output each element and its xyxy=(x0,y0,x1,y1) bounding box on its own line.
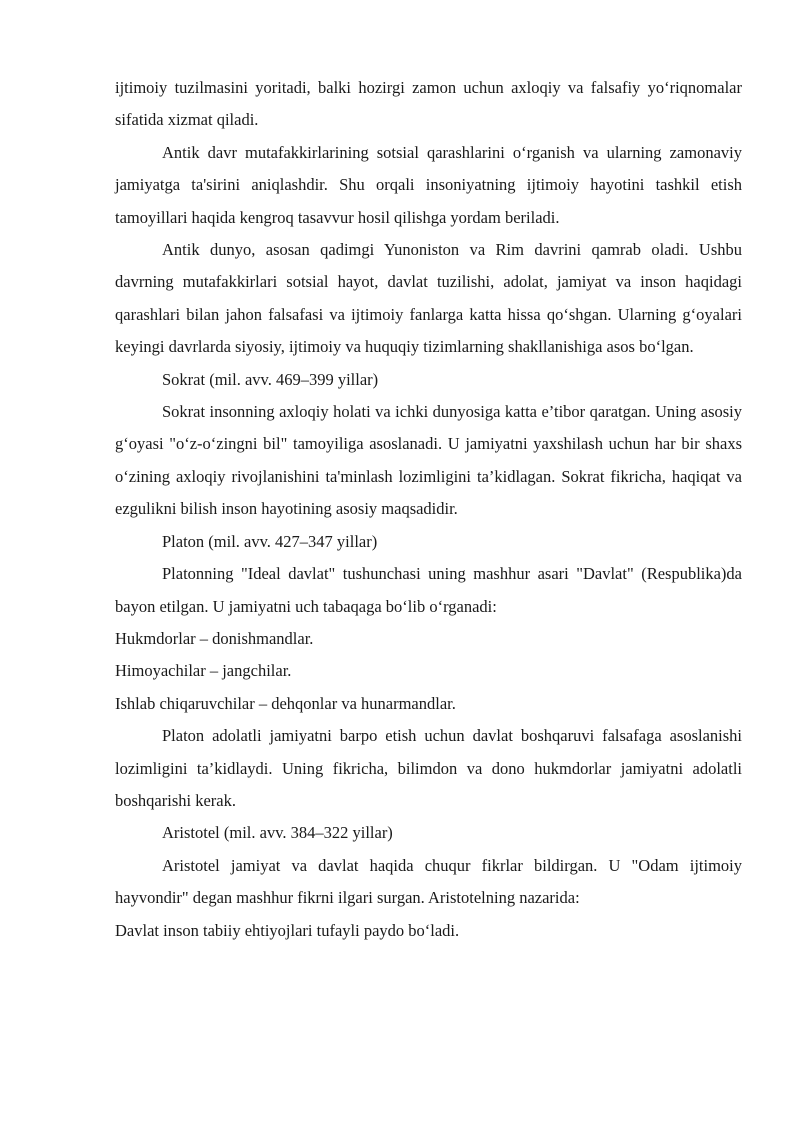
paragraph-sokrat: Sokrat insonning axloqiy holati va ichki dunyosiga katta e’tibor qaratgan. Uning asosiy g‘oyasi "o‘z-o‘zingni bil" tamoyiliga asoslanadi. U jamiyatni yaxshilash uchun har bir shaxs o‘zining axloqiy rivojlanishini ta'minlash lozimligini ta’kidlagan. Sokrat fikricha, haqiqat va ezgulikni bilish inson hayotining asosiy maqsadidir. xyxy=(115,402,742,519)
heading-sokrat: Sokrat (mil. avv. 469–399 yillar) xyxy=(162,369,379,389)
paragraph-research-aim: Antik davr mutafakkirlarining sotsial qarashlarini o‘rganish va ularning zamonaviy jamiyatga ta'sirini aniqlashdir. Shu orqali insoniyatning ijtimoiy hayotini tashkil etish tamoyillari haqida kengroq tasavvur hosil qilishga yordam beriladi. xyxy=(115,142,742,227)
heading-aristotel: Aristotel (mil. avv. 384–322 yillar) xyxy=(162,823,393,843)
list-item-guardians: Himoyachilar – jangchilar. xyxy=(115,661,292,681)
list-item-rulers: Hukmdorlar – donishmandlar. xyxy=(115,628,314,648)
paragraph-aristotel: Aristotel jamiyat va davlat haqida chuqur fikrlar bildirgan. U "Odam ijtimoiy hayvondir" degan mashhur fikrni ilgari surgan. Aristotelning nazarida: xyxy=(115,855,742,908)
paragraph-antique-world: Antik dunyo, asosan qadimgi Yunoniston va Rim davrini qamrab oladi. Ushbu davrning mutafakkirlari sotsial hayot, davlat tuzilishi, adolat, jamiyat va inson haqidagi qarashlari bilan jahon falsafasi va ijtimoiy fanlarga katta hissa qo‘shgan. Ularning g‘oyalari keyingi davrlarda siyosiy, ijtimoiy va huquqiy tizimlarning shakllanishiga asos bo‘lgan. xyxy=(115,240,742,357)
list-item-producers: Ishlab chiqaruvchilar – dehqonlar va hunarmandlar. xyxy=(115,693,456,713)
paragraph-continuation: ijtimoiy tuzilmasini yoritadi, balki hozirgi zamon uchun axloqiy va falsafiy yo‘riqnomalar sifatida xizmat qiladi. xyxy=(115,78,742,130)
paragraph-aristotel-state: Davlat inson tabiiy ehtiyojlari tufayli paydo bo‘ladi. xyxy=(115,920,460,940)
heading-platon: Platon (mil. avv. 427–347 yillar) xyxy=(162,531,378,551)
paragraph-platon-ideal-state: Platonning "Ideal davlat" tushunchasi uning mashhur asari "Davlat" (Respublika)da bayon etilgan. U jamiyatni uch tabaqaga bo‘lib o‘rganadi: xyxy=(115,564,742,616)
paragraph-platon-justice: Platon adolatli jamiyatni barpo etish uchun davlat boshqaruvi falsafaga asoslanishi lozimligini ta’kidlaydi. Uning fikricha, bilimdon va dono hukmdorlar jamiyatni adolatli boshqarishi kerak. xyxy=(115,726,742,810)
document-body xyxy=(115,72,742,947)
